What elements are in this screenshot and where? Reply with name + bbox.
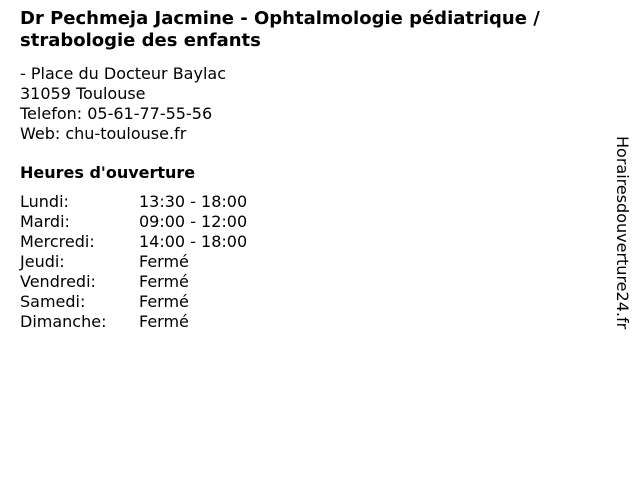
day-label: Vendredi: bbox=[20, 272, 96, 291]
hours-row-tuesday bbox=[20, 212, 620, 232]
day-label: Dimanche: bbox=[20, 312, 107, 331]
hours-row-saturday bbox=[20, 292, 620, 312]
hours-row-monday bbox=[20, 192, 620, 212]
day-hours: Fermé bbox=[139, 252, 189, 271]
business-address bbox=[20, 64, 620, 144]
hours-row-friday bbox=[20, 272, 620, 292]
day-hours: 13:30 - 18:00 bbox=[139, 192, 248, 211]
day-hours: Fermé bbox=[139, 292, 189, 311]
phone-number[interactable]: Telefon: 05-61-77-55-56 bbox=[20, 104, 213, 123]
business-card bbox=[20, 8, 620, 332]
day-hours: Fermé bbox=[139, 272, 189, 291]
day-hours: 14:00 - 18:00 bbox=[139, 232, 248, 251]
day-label: Jeudi: bbox=[20, 252, 65, 271]
day-hours: Fermé bbox=[139, 312, 189, 331]
site-watermark: Horairesdouverture24.fr bbox=[613, 136, 632, 330]
day-label: Mardi: bbox=[20, 212, 70, 231]
business-title: Dr Pechmeja Jacmine - Ophtalmologie pédiatrique / strabologie des enfants bbox=[20, 8, 540, 51]
address-street: - Place du Docteur Baylac bbox=[20, 64, 226, 83]
hours-row-sunday bbox=[20, 312, 620, 332]
day-label: Samedi: bbox=[20, 292, 86, 311]
address-city: 31059 Toulouse bbox=[20, 84, 146, 103]
opening-hours-heading: Heures d'ouverture bbox=[20, 163, 196, 182]
day-label: Lundi: bbox=[20, 192, 69, 211]
website-link[interactable]: Web: chu-toulouse.fr bbox=[20, 124, 187, 143]
day-label: Mercredi: bbox=[20, 232, 95, 251]
opening-hours-table bbox=[20, 192, 620, 332]
day-hours: 09:00 - 12:00 bbox=[139, 212, 248, 231]
hours-row-thursday bbox=[20, 252, 620, 272]
hours-row-wednesday bbox=[20, 232, 620, 252]
